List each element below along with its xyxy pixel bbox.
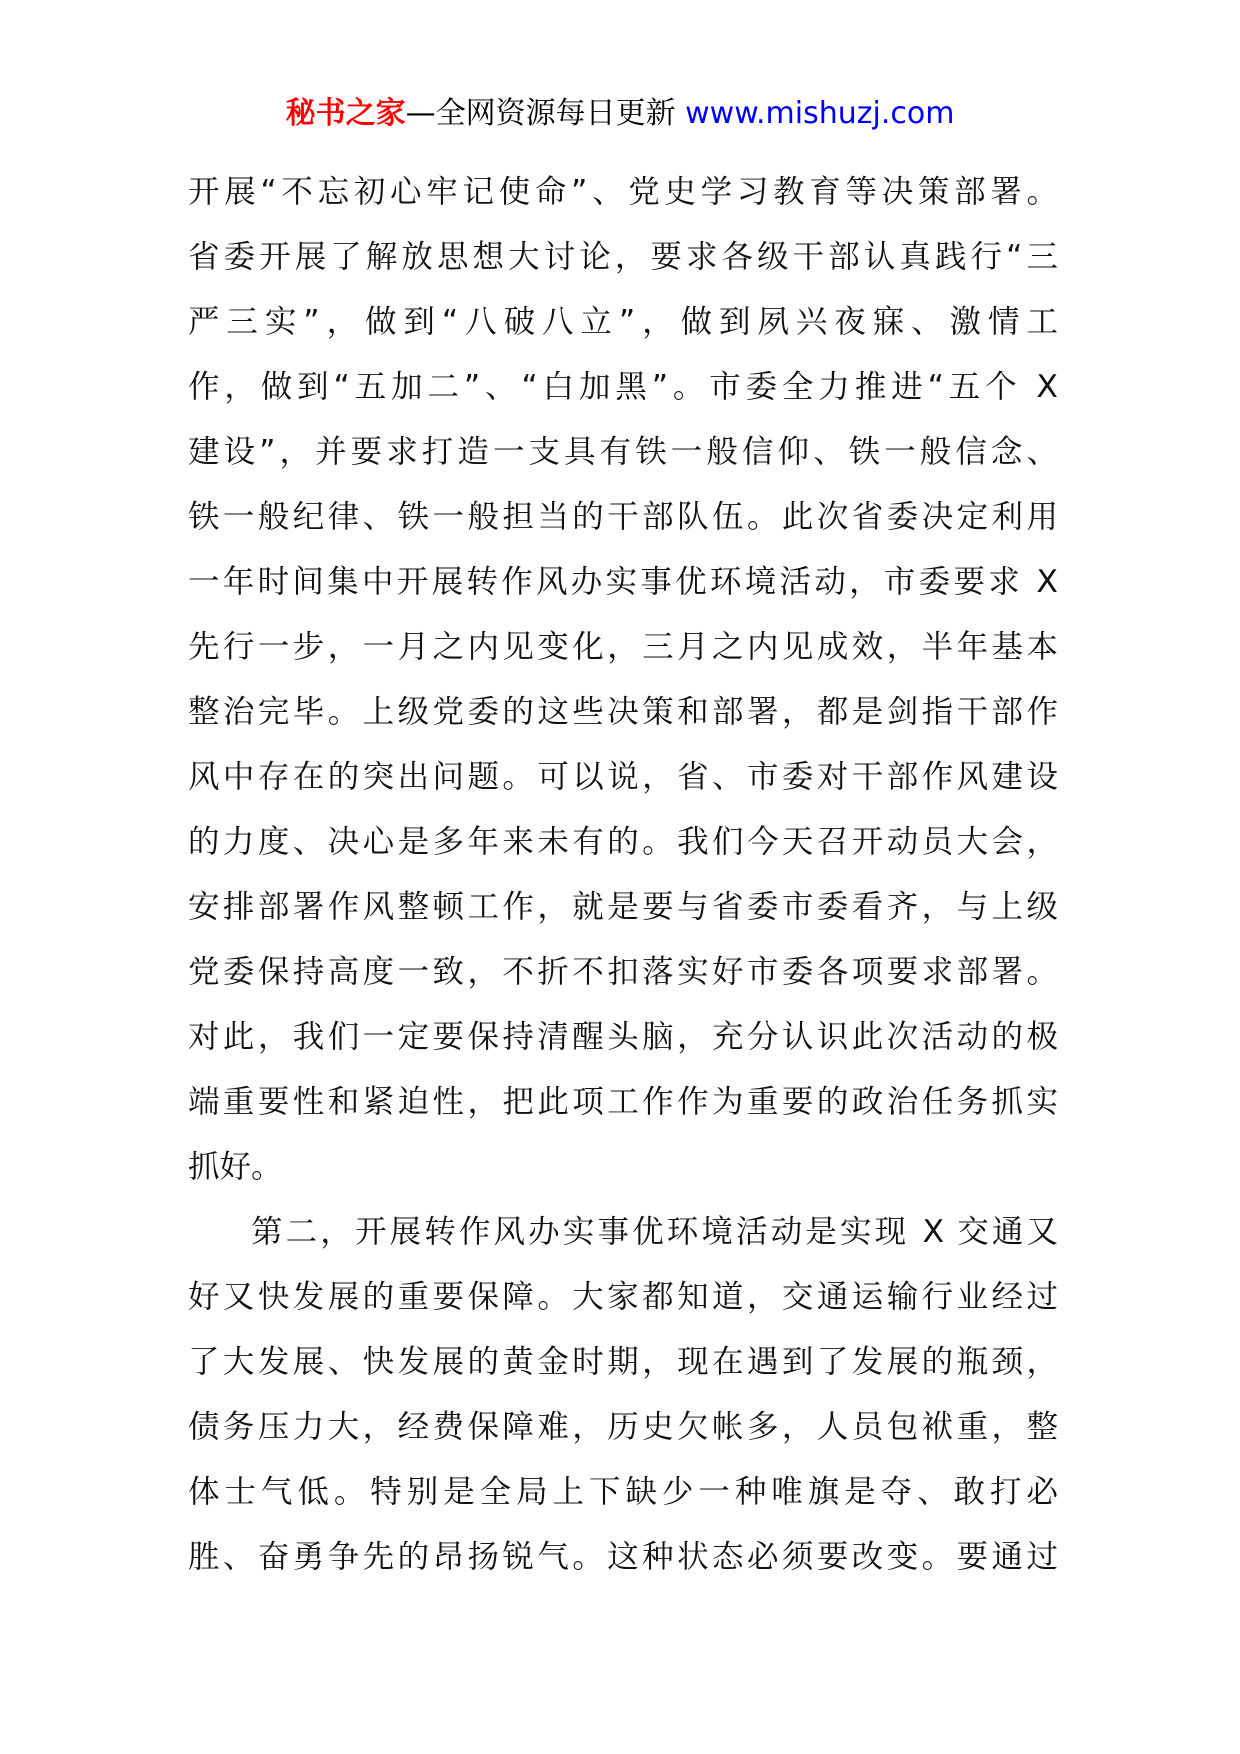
text-line: 铁一般纪律、铁一般担当的干部队伍。此次省委决定利用 [188,499,1058,535]
site-header [0,94,1240,134]
text-line: 好又快发展的重要保障。大家都知道，交通运输行业经过 [188,1279,1058,1315]
text-line: 省委开展了解放思想大讨论，要求各级干部认真践行“三 [188,239,1058,275]
text-line: 体士气低。特别是全局上下缺少一种唯旗是夺、敢打必 [188,1474,1058,1510]
document-body [188,160,1058,1590]
text-line: 对此，我们一定要保持清醒头脑，充分认识此次活动的极 [188,1019,1058,1055]
text-line: 一年时间集中开展转作风办实事优环境活动，市委要求 X [188,564,1058,600]
text-line: 安排部署作风整顿工作，就是要与省委市委看齐，与上级 [188,889,1058,925]
text-line: 的力度、决心是多年来未有的。我们今天召开动员大会， [188,824,1058,860]
site-tagline: —全网资源每日更新 [405,96,676,131]
text-line: 开展“不忘初心牢记使命”、党史学习教育等决策部署。 [188,174,1058,210]
site-url-link[interactable]: www.mishuzj.com [685,96,955,131]
text-line: 整治完毕。上级党委的这些决策和部署，都是剑指干部作 [188,694,1058,730]
text-line: 风中存在的突出问题。可以说，省、市委对干部作风建设 [188,759,1058,795]
text-line: 先行一步，一月之内见变化，三月之内见成效，半年基本 [188,629,1058,665]
text-line: 建设”，并要求打造一支具有铁一般信仰、铁一般信念、 [188,434,1058,470]
text-line: 党委保持高度一致，不折不扣落实好市委各项要求部署。 [188,954,1058,990]
text-line: 严三实”，做到“八破八立”，做到夙兴夜寐、激情工 [188,304,1058,340]
paragraph-start-line: 第二，开展转作风办实事优环境活动是实现 X 交通又 [251,1214,1058,1250]
text-line: 端重要性和紧迫性，把此项工作作为重要的政治任务抓实 [188,1084,1058,1120]
text-line: 抓好。 [188,1149,283,1185]
text-line: 作，做到“五加二”、“白加黑”。市委全力推进“五个 X [188,369,1058,405]
text-line: 胜、奋勇争先的昂扬锐气。这种状态必须要改变。要通过 [188,1539,1058,1575]
text-line: 了大发展、快发展的黄金时期，现在遇到了发展的瓶颈， [188,1344,1058,1380]
text-line: 债务压力大，经费保障难，历史欠帐多，人员包袱重，整 [188,1409,1058,1445]
site-brand: 秘书之家 [285,96,406,131]
